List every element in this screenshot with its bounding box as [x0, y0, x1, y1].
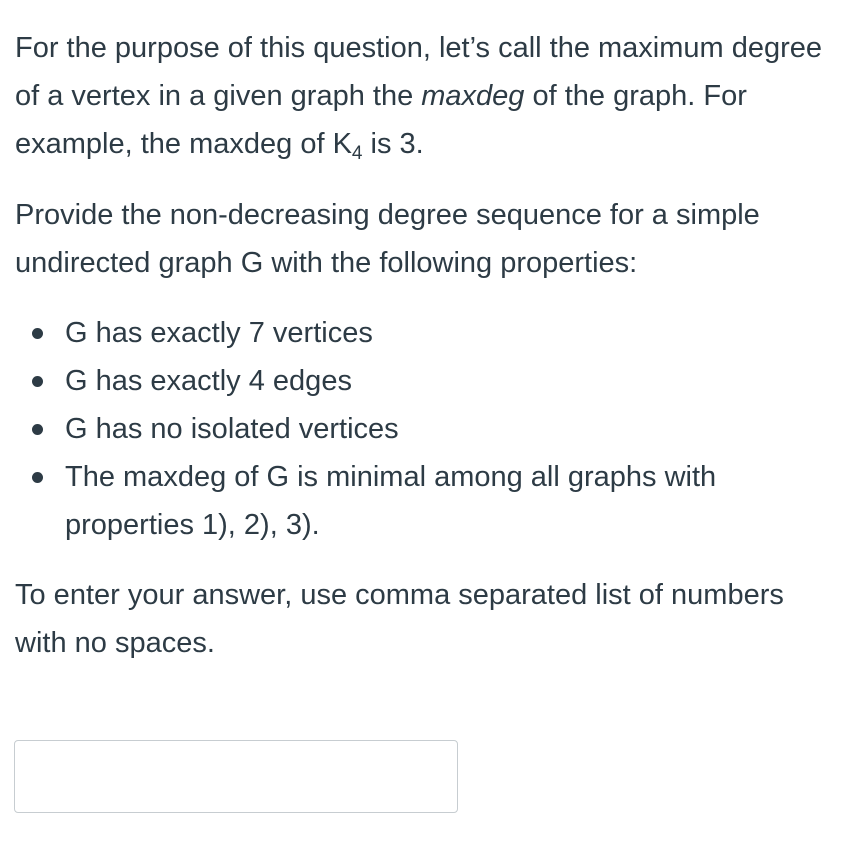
property-text: G has no isolated vertices [65, 413, 399, 445]
properties-list [15, 309, 835, 549]
property-text: The maxdeg of G is minimal among all graphs with properties 1), 2), 3). [65, 461, 717, 541]
property-item [15, 309, 835, 357]
property-text: G has exactly 7 vertices [65, 317, 373, 349]
bullet-icon [32, 472, 43, 483]
instructions-paragraph: To enter your answer, use comma separated list of numbers with no spaces. [15, 579, 784, 659]
bullet-icon [32, 424, 43, 435]
intro-text-part2: of the graph. For example, the maxdeg of K [15, 80, 747, 160]
question-text [15, 24, 835, 667]
maxdeg-term: maxdeg [421, 80, 525, 112]
intro-text-part3: is 3. [362, 128, 424, 160]
answer-input[interactable] [14, 740, 458, 813]
intro-paragraph [15, 24, 835, 168]
prompt-paragraph: Provide the non-decreasing degree sequence for a simple undirected graph G with the following properties: [15, 199, 760, 279]
k4-subscript: 4 [351, 143, 363, 164]
property-text: G has exactly 4 edges [65, 365, 352, 397]
bullet-icon [32, 328, 43, 339]
property-item [15, 453, 835, 549]
bullet-icon [32, 376, 43, 387]
intro-text-part1: For the purpose of this question, let’s call the maximum degree of a vertex in a given graph the [15, 32, 823, 112]
property-item [15, 405, 835, 453]
property-item [15, 357, 835, 405]
